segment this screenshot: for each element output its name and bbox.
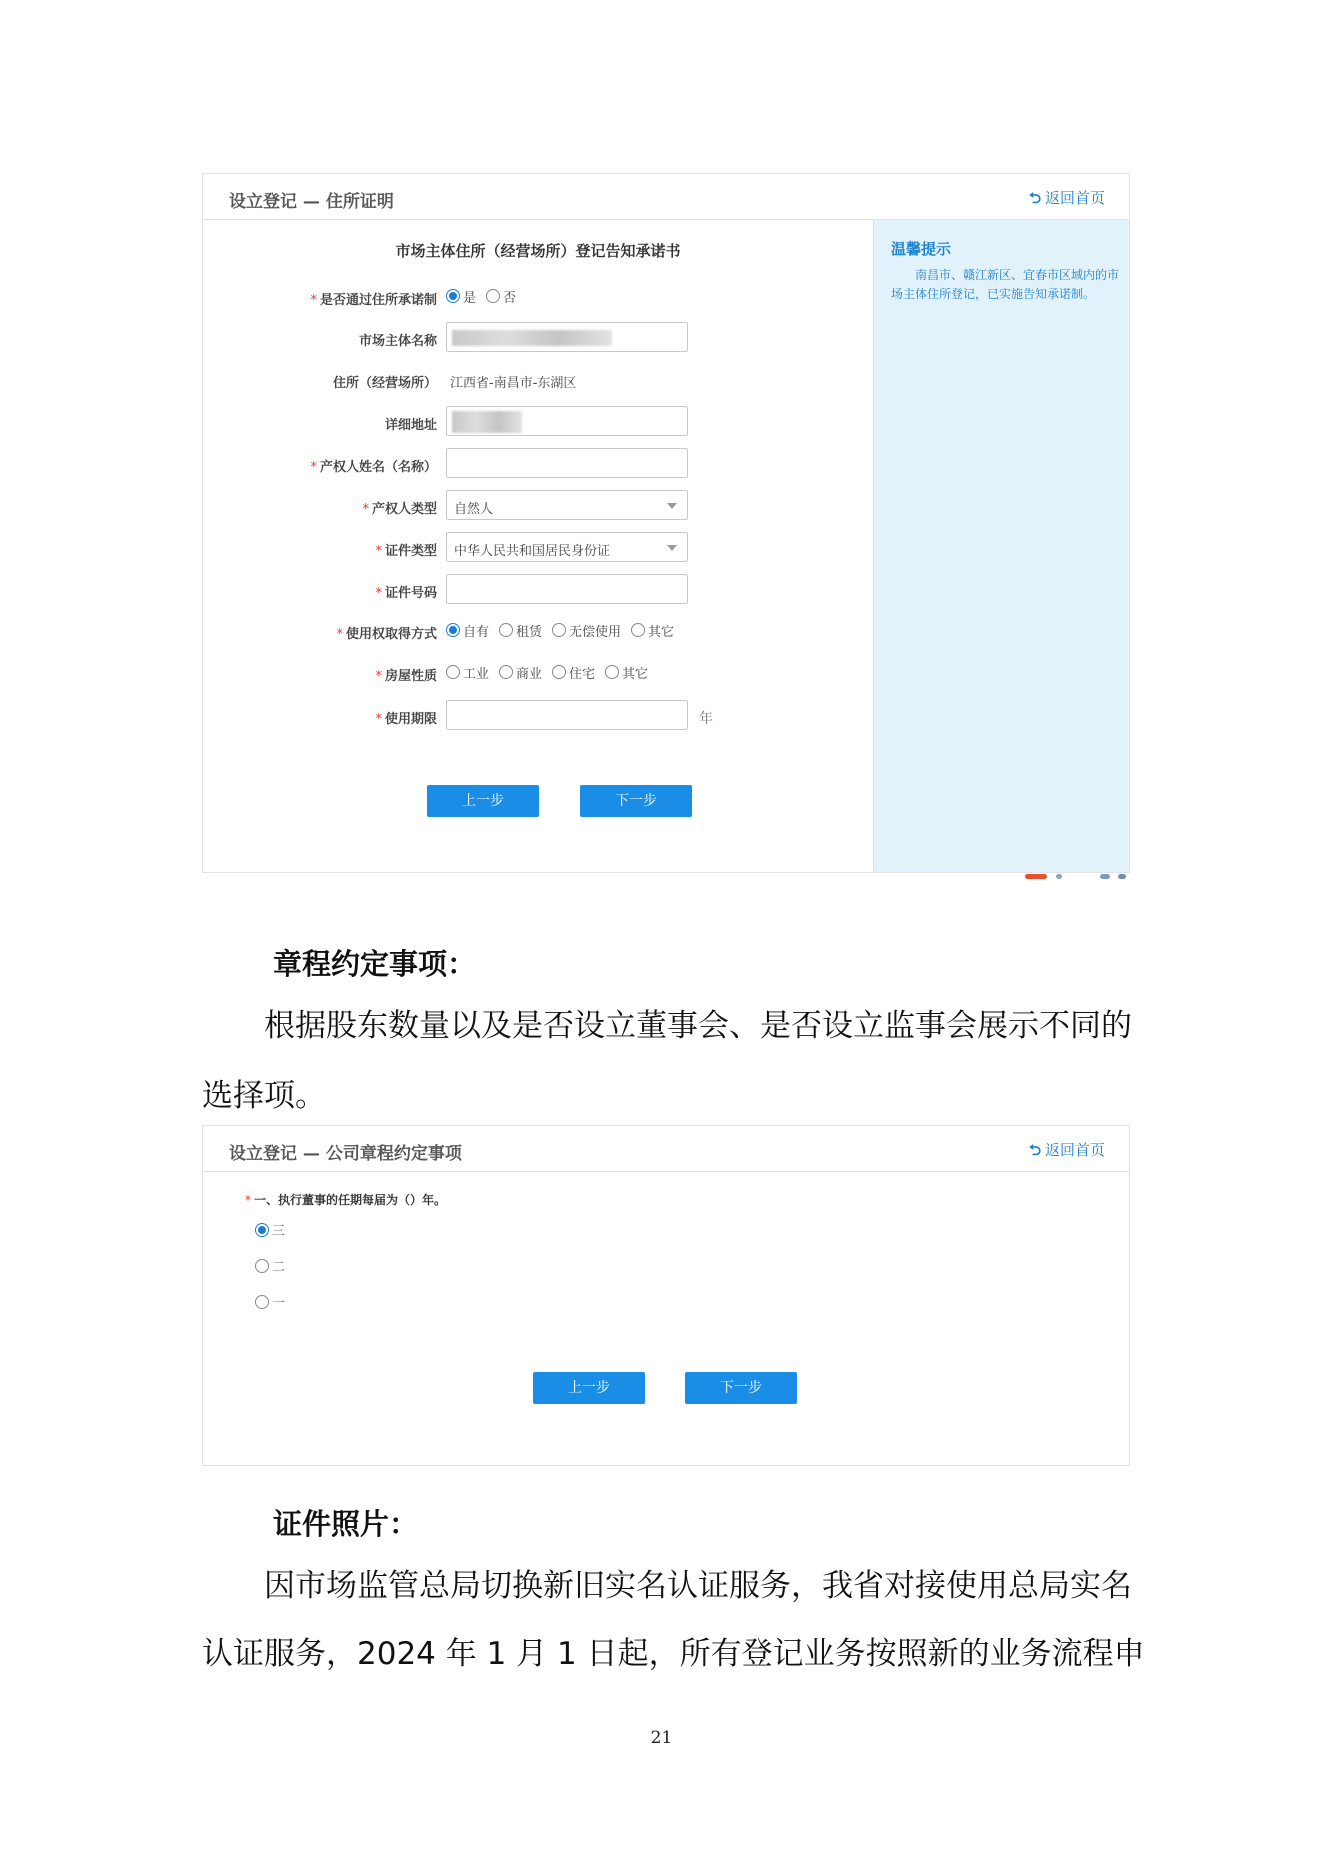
field-label: * 产权人类型 [362,502,437,517]
page-title: 设立登记 — 公司章程约定事项 [229,1144,462,1164]
cropped-stamp-fragment [1020,871,1130,883]
owner-name-input[interactable] [446,448,688,478]
owner-name-row [203,448,873,480]
radio-no[interactable]: 否 [486,287,516,306]
prev-step-button[interactable]: 上一步 [427,785,539,817]
radio-other[interactable]: 其它 [605,663,648,682]
radio-yes[interactable]: 是 [446,287,476,306]
entity-name-row [203,322,873,354]
chevron-down-icon [667,545,677,551]
paragraph-line: 因市场监管总局切换新旧实名认证服务，我省对接使用总局实名 [264,1568,1132,1604]
option-two[interactable]: 二 [255,1256,285,1275]
radio-other[interactable]: 其它 [631,621,674,640]
field-label: 住所（经营场所） [332,376,437,391]
paragraph-line: 认证服务，2024 年 1 月 1 日起，所有登记业务按照新的业务流程申 [202,1636,1145,1672]
radio-owned[interactable]: 自有 [446,621,489,640]
return-icon: ⮌ [1028,1141,1041,1159]
address-proof-screenshot [202,173,1130,873]
option-three[interactable]: 三 [255,1220,285,1239]
tip-panel [873,220,1129,872]
back-home-link[interactable] [1029,1139,1105,1165]
field-label: * 房屋性质 [375,669,437,684]
option-one[interactable]: 一 [255,1292,285,1311]
prev-step-button[interactable]: 上一步 [533,1372,645,1404]
tip-title: 温馨提示 [891,240,952,258]
entity-name-input[interactable] [446,322,688,352]
field-label: 详细地址 [384,418,437,433]
use-period-row [203,700,873,732]
house-nature-row [203,657,873,689]
next-step-button[interactable]: 下一步 [580,785,692,817]
section-heading: 章程约定事项： [273,947,477,981]
acquire-method-row [203,615,873,647]
use-period-input[interactable] [446,700,688,730]
paragraph-line: 根据股东数量以及是否设立董事会、是否设立监事会展示不同的 [264,1008,1132,1044]
page-number: 21 [650,1728,673,1748]
field-label: * 产权人姓名（名称） [310,460,437,475]
radio-lease[interactable]: 租赁 [499,621,542,640]
paragraph-line: 选择项。 [202,1078,326,1114]
field-label: * 使用期限 [375,712,437,727]
question-text: * 一、执行董事的任期每届为（）年。 [245,1193,447,1207]
owner-type-row [203,490,873,522]
detail-address-input[interactable] [446,406,688,436]
radio-industrial[interactable]: 工业 [446,663,489,682]
field-label: * 证件类型 [375,544,437,559]
articles-screenshot [202,1125,1130,1466]
header-bar [203,174,1129,220]
address-row [203,364,873,396]
id-number-input[interactable] [446,574,688,604]
acquire-method-radio-group [446,615,684,645]
radio-free-use[interactable]: 无偿使用 [552,621,621,640]
form-title: 市场主体住所（经营场所）登记告知承诺书 [395,242,681,260]
section-heading: 证件照片： [273,1507,419,1541]
chevron-down-icon [667,503,677,509]
address-value: 江西省-南昌市-东湖区 [450,376,577,391]
field-label: * 是否通过住所承诺制 [310,293,437,308]
back-home-label: 返回首页 [1044,189,1105,207]
back-home-label: 返回首页 [1044,1141,1105,1159]
use-period-unit: 年 [699,711,713,727]
id-number-row [203,574,873,606]
tip-body: 南昌市、赣江新区、宜春市区域内的市场主体住所登记，已实施告知承诺制。 [891,268,1120,301]
radio-residential[interactable]: 住宅 [552,663,595,682]
id-type-row [203,532,873,564]
id-type-select[interactable]: 中华人民共和国居民身份证 [446,532,688,562]
back-home-link[interactable] [1029,187,1105,213]
commitment-radio-group [446,281,526,311]
owner-type-select[interactable]: 自然人 [446,490,688,520]
next-step-button[interactable]: 下一步 [685,1372,797,1404]
detail-address-row [203,406,873,438]
house-nature-radio-group [446,657,658,687]
return-icon: ⮌ [1028,189,1041,207]
commitment-row [203,281,873,313]
page-title: 设立登记 — 住所证明 [229,192,394,212]
header-bar [203,1126,1129,1172]
field-label: * 使用权取得方式 [336,627,437,642]
field-label: * 证件号码 [375,586,437,601]
radio-commercial[interactable]: 商业 [499,663,542,682]
field-label: 市场主体名称 [358,334,437,349]
